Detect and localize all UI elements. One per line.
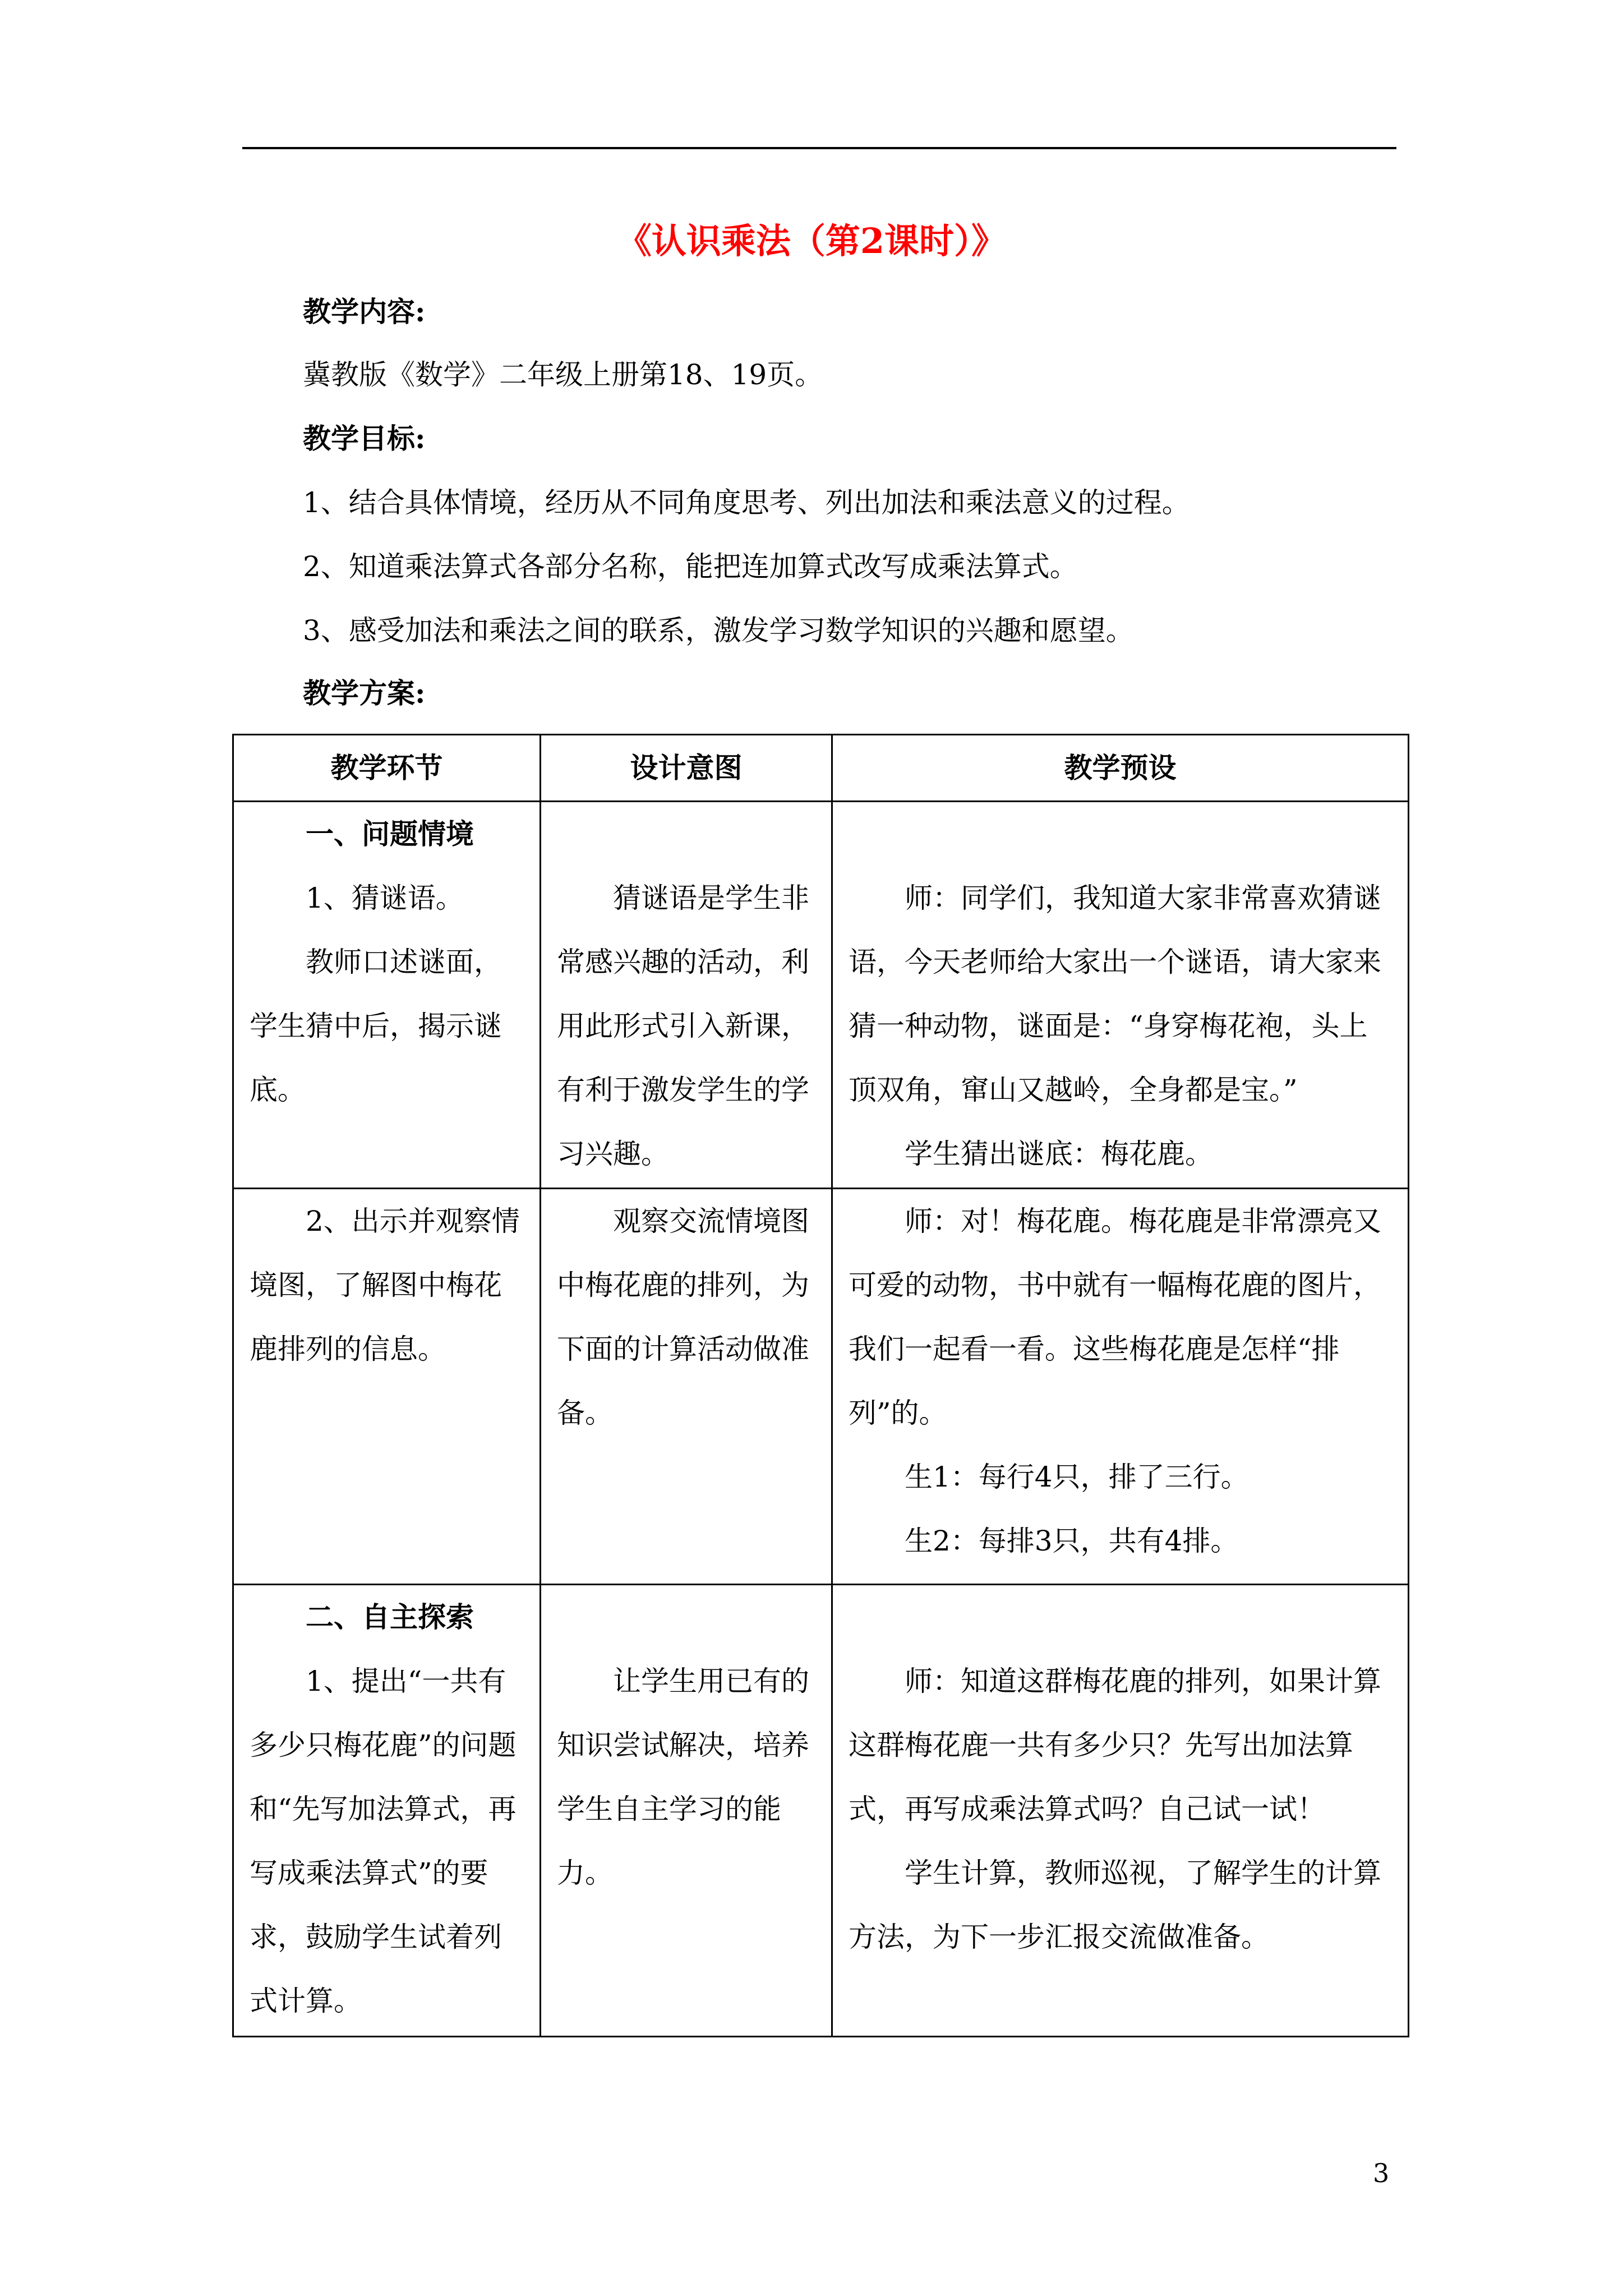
intent-cell [541, 1189, 832, 1585]
column-header: 教学预设 [832, 735, 1409, 802]
page-title: 《认识乘法（第2课时）》 [616, 220, 1007, 261]
preset-text: 师：同学们，我知道大家非常喜欢猜谜语，今天老师给大家出一个谜语，请大家来猜一种动物，谜面是：“身穿梅花袍，头上顶双角，窜山又越岭，全身都是宝。” [849, 882, 1381, 1106]
intent-text: 猜谜语是学生非常感兴趣的活动，利用此形式引入新课，有利于激发学生的学习兴趣。 [557, 882, 809, 1170]
stage-cell [233, 1585, 541, 2037]
page-number: 3 [1373, 2158, 1390, 2188]
intent-text: 让学生用已有的知识尝试解决，培养学生自主学习的能力。 [557, 1665, 809, 1889]
stage-text: 教师口述谜面，学生猜中后，揭示谜底。 [250, 946, 502, 1106]
plan-label: 教学方案: [303, 677, 426, 710]
preset-text: 师：对！梅花鹿。梅花鹿是非常漂亮又可爱的动物，书中就有一幅梅花鹿的图片，我们一起看一看。这些梅花鹿是怎样“排列”的。 [849, 1205, 1381, 1429]
table-row [233, 1585, 1409, 2037]
goal-item: 1、结合具体情境，经历从不同角度思考、列出加法和乘法意义的过程。 [303, 486, 1190, 519]
table-row [233, 1189, 1409, 1585]
preset-text: 生2：每排3只，共有4排。 [905, 1525, 1239, 1557]
preset-cell [832, 1189, 1409, 1585]
preset-cell [832, 1585, 1409, 2037]
stage-text: 1、猜谜语。 [306, 882, 464, 914]
section-heading: 一、问题情境 [306, 817, 474, 850]
table-header-row [233, 735, 1409, 802]
preset-text: 学生猜出谜底：梅花鹿。 [905, 1138, 1213, 1170]
table-row [233, 802, 1409, 1189]
column-header: 设计意图 [541, 735, 832, 802]
header-rule [242, 147, 1396, 149]
preset-cell [832, 802, 1409, 1189]
section-heading: 二、自主探索 [306, 1600, 474, 1634]
stage-cell [233, 1189, 541, 1585]
stage-cell [233, 802, 541, 1189]
content-label: 教学内容: [303, 295, 426, 328]
intent-cell [541, 802, 832, 1189]
intent-cell [541, 1585, 832, 2037]
teaching-plan-table [232, 734, 1409, 2037]
stage-text: 2、出示并观察情境图，了解图中梅花鹿排列的信息。 [250, 1205, 520, 1365]
stage-text: 1、提出“一共有多少只梅花鹿”的问题和“先写加法算式，再写成乘法算式”的要求，鼓励学生试着列式计算。 [250, 1665, 517, 2017]
goal-item: 2、知道乘法算式各部分名称，能把连加算式改写成乘法算式。 [303, 550, 1078, 583]
intent-text: 观察交流情境图中梅花鹿的排列，为下面的计算活动做准备。 [557, 1205, 809, 1429]
content-text: 冀教版《数学》二年级上册第18、19页。 [303, 358, 823, 391]
goal-item: 3、感受加法和乘法之间的联系，激发学习数学知识的兴趣和愿望。 [303, 614, 1134, 647]
preset-text: 师：知道这群梅花鹿的排列，如果计算这群梅花鹿一共有多少只？先写出加法算式，再写成乘法算式吗？自己试一试！ [849, 1665, 1381, 1825]
preset-text: 生1：每行4只，排了三行。 [905, 1461, 1249, 1493]
goals-label: 教学目标: [303, 422, 426, 455]
column-header: 教学环节 [233, 735, 541, 802]
preset-text: 学生计算，教师巡视，了解学生的计算方法，为下一步汇报交流做准备。 [849, 1857, 1381, 1953]
